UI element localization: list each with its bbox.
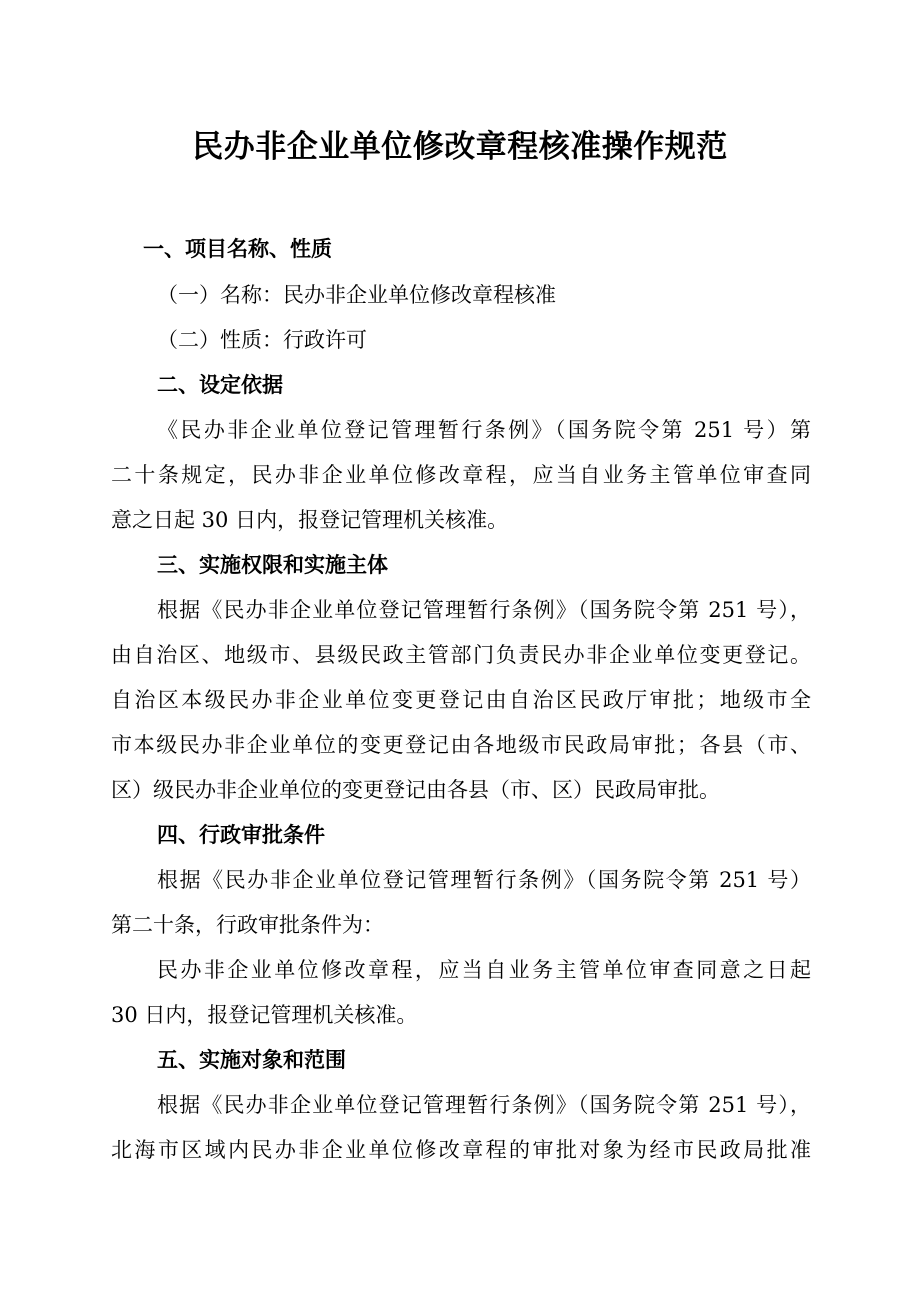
paragraph-line: 第二十条，行政审批条件为： [111, 913, 384, 937]
paragraph-line: 根据《民办非企业单位登记管理暂行条例》（国务院令第 251 号） [157, 868, 811, 892]
paragraph-line: 《民办非企业单位登记管理暂行条例》（国务院令第 251 号）第 [157, 418, 811, 442]
section-heading-1: 一、项目名称、性质 [143, 237, 332, 261]
paragraph-line: （一）名称：民办非企业单位修改章程核准 [157, 283, 556, 307]
section-heading-5: 五、实施对象和范围 [157, 1048, 346, 1072]
paragraph-line: （二）性质：行政许可 [157, 328, 367, 352]
paragraph-line: 民办非企业单位修改章程，应当自业务主管单位审查同意之日起 [157, 958, 811, 982]
paragraph-line: 北海市区域内民办非企业单位修改章程的审批对象为经市民政局批准 [111, 1138, 811, 1162]
paragraph-line: 意之日起 30 日内，报登记管理机关核准。 [111, 508, 509, 532]
section-heading-4: 四、行政审批条件 [157, 823, 325, 847]
paragraph-line: 30 日内，报登记管理机关核准。 [111, 1003, 418, 1027]
section-heading-3: 三、实施权限和实施主体 [157, 553, 388, 577]
paragraph-line: 根据《民办非企业单位登记管理暂行条例》（国务院令第 251 号）， [157, 598, 811, 622]
document-title: 民办非企业单位修改章程核准操作规范 [192, 129, 728, 165]
paragraph-line: 市本级民办非企业单位的变更登记由各地级市民政局审批；各县（市、 [111, 733, 811, 757]
paragraph-line: 由自治区、地级市、县级民政主管部门负责民办非企业单位变更登记。 [111, 643, 811, 667]
paragraph-line: 根据《民办非企业单位登记管理暂行条例》（国务院令第 251 号）， [157, 1093, 811, 1117]
paragraph-line: 自治区本级民办非企业单位变更登记由自治区民政厅审批；地级市全 [111, 688, 811, 712]
paragraph-line: 二十条规定，民办非企业单位修改章程，应当自业务主管单位审查同 [111, 463, 811, 487]
paragraph-line: 区）级民办非企业单位的变更登记由各县（市、区）民政局审批。 [111, 778, 720, 802]
section-heading-2: 二、设定依据 [157, 373, 283, 397]
